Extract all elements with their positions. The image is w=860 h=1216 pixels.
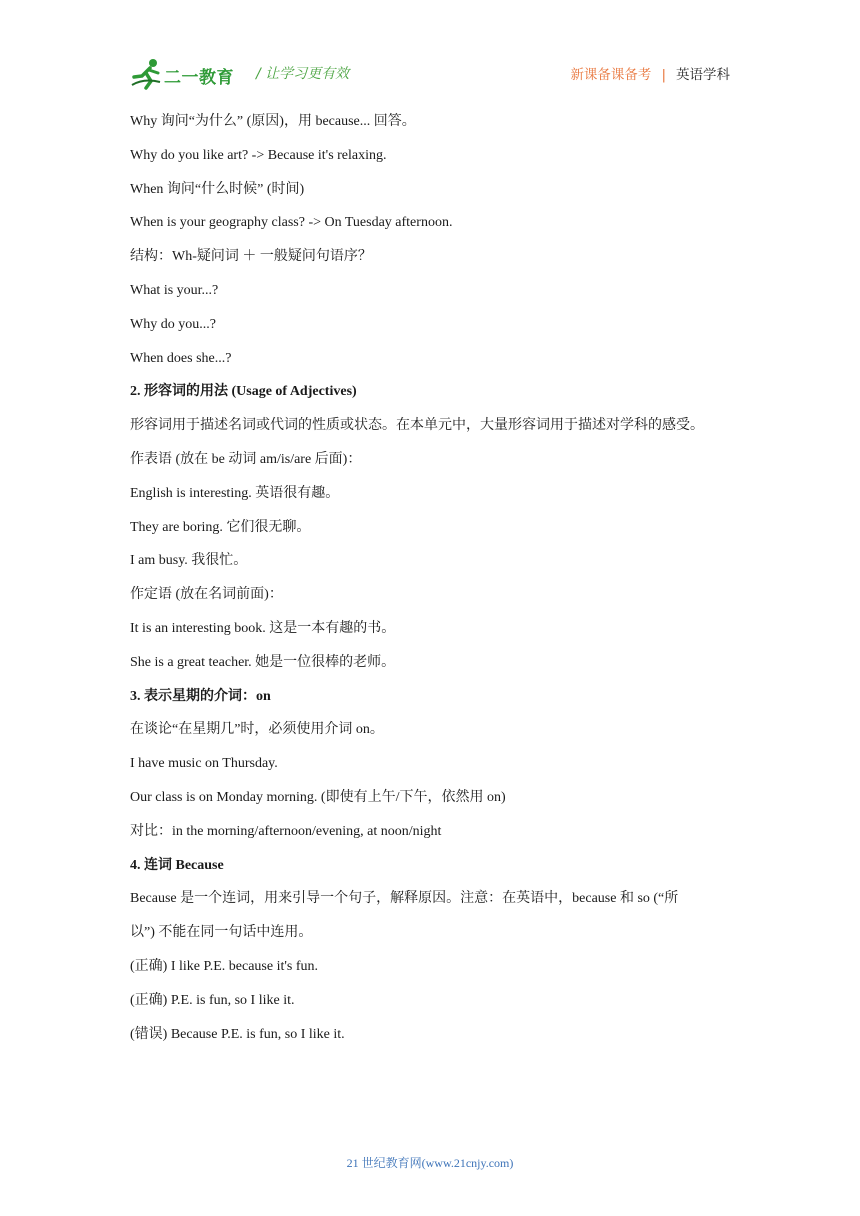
section-heading: 2. 形容词的用法 (Usage of Adjectives): [130, 384, 357, 400]
header-right: [570, 63, 730, 83]
text-line: 结构：Wh-疑问词 ＋ 一般疑问句语序？: [130, 249, 372, 265]
text-line: 以”) 不能在同一句话中连用。: [130, 925, 313, 941]
logo: [130, 56, 240, 90]
example-sentence: Why do you like art? -> Because it's relaxing.: [130, 147, 387, 163]
example-sentence: I am busy. 我很忙。: [130, 553, 248, 569]
text-line: Because 是一个连词，用来引导一个句子，解释原因。注意：在英语中，because 和 so (“所: [130, 891, 679, 907]
example-sentence: Our class is on Monday morning. (即使有上午/下午，依然用 on): [130, 789, 506, 805]
page-footer: 21 世纪教育网(www.21cnjy.com): [346, 1156, 514, 1170]
header-separator: |: [661, 67, 666, 83]
example-sentence: (错误) Because P.E. is fun, so I like it.: [130, 1026, 345, 1042]
document-body: [130, 108, 730, 1054]
text-line: 作定语 (放在名词前面)：: [130, 587, 283, 603]
text-line: 作表语 (放在 be 动词 am/is/are 后面)：: [130, 451, 362, 467]
logo-text: 二一教育: [164, 68, 234, 88]
example-sentence: What is your...?: [130, 282, 219, 298]
slogan: / 让学习更有效: [256, 66, 350, 82]
example-sentence: English is interesting. 英语很有趣。: [130, 485, 340, 501]
section-heading: 3. 表示星期的介词：on: [130, 688, 271, 704]
text-line: 对比：in the morning/afternoon/evening, at noon/night: [130, 823, 442, 839]
page-header: [130, 56, 730, 92]
text-line: When 询问“什么时候” (时间): [130, 181, 305, 197]
example-sentence: They are boring. 它们很无聊。: [130, 519, 311, 535]
text-line: Why 询问“为什么” (原因)，用 because... 回答。: [130, 114, 416, 129]
prep-label: 新课备课备考: [570, 67, 652, 83]
example-sentence: She is a great teacher. 她是一位很棒的老师。: [130, 654, 396, 670]
subject-label: 英语学科: [676, 67, 730, 83]
example-sentence: (正确) I like P.E. because it's fun.: [130, 958, 318, 974]
example-sentence: I have music on Thursday.: [130, 756, 278, 772]
text-line: 在谈论“在星期几”时，必须使用介词 on。: [130, 722, 384, 738]
text-line: 形容词用于描述名词或代词的性质或状态。在本单元中，大量形容词用于描述对学科的感受。: [130, 418, 704, 434]
example-sentence: When is your geography class? -> On Tuesday afternoon.: [130, 215, 453, 231]
example-sentence: It is an interesting book. 这是一本有趣的书。: [130, 620, 396, 636]
example-sentence: (正确) P.E. is fun, so I like it.: [130, 992, 295, 1008]
running-figure-icon: [130, 56, 164, 90]
example-sentence: Why do you...?: [130, 316, 216, 332]
example-sentence: When does she...?: [130, 350, 232, 366]
section-heading: 4. 连词 Because: [130, 857, 224, 873]
